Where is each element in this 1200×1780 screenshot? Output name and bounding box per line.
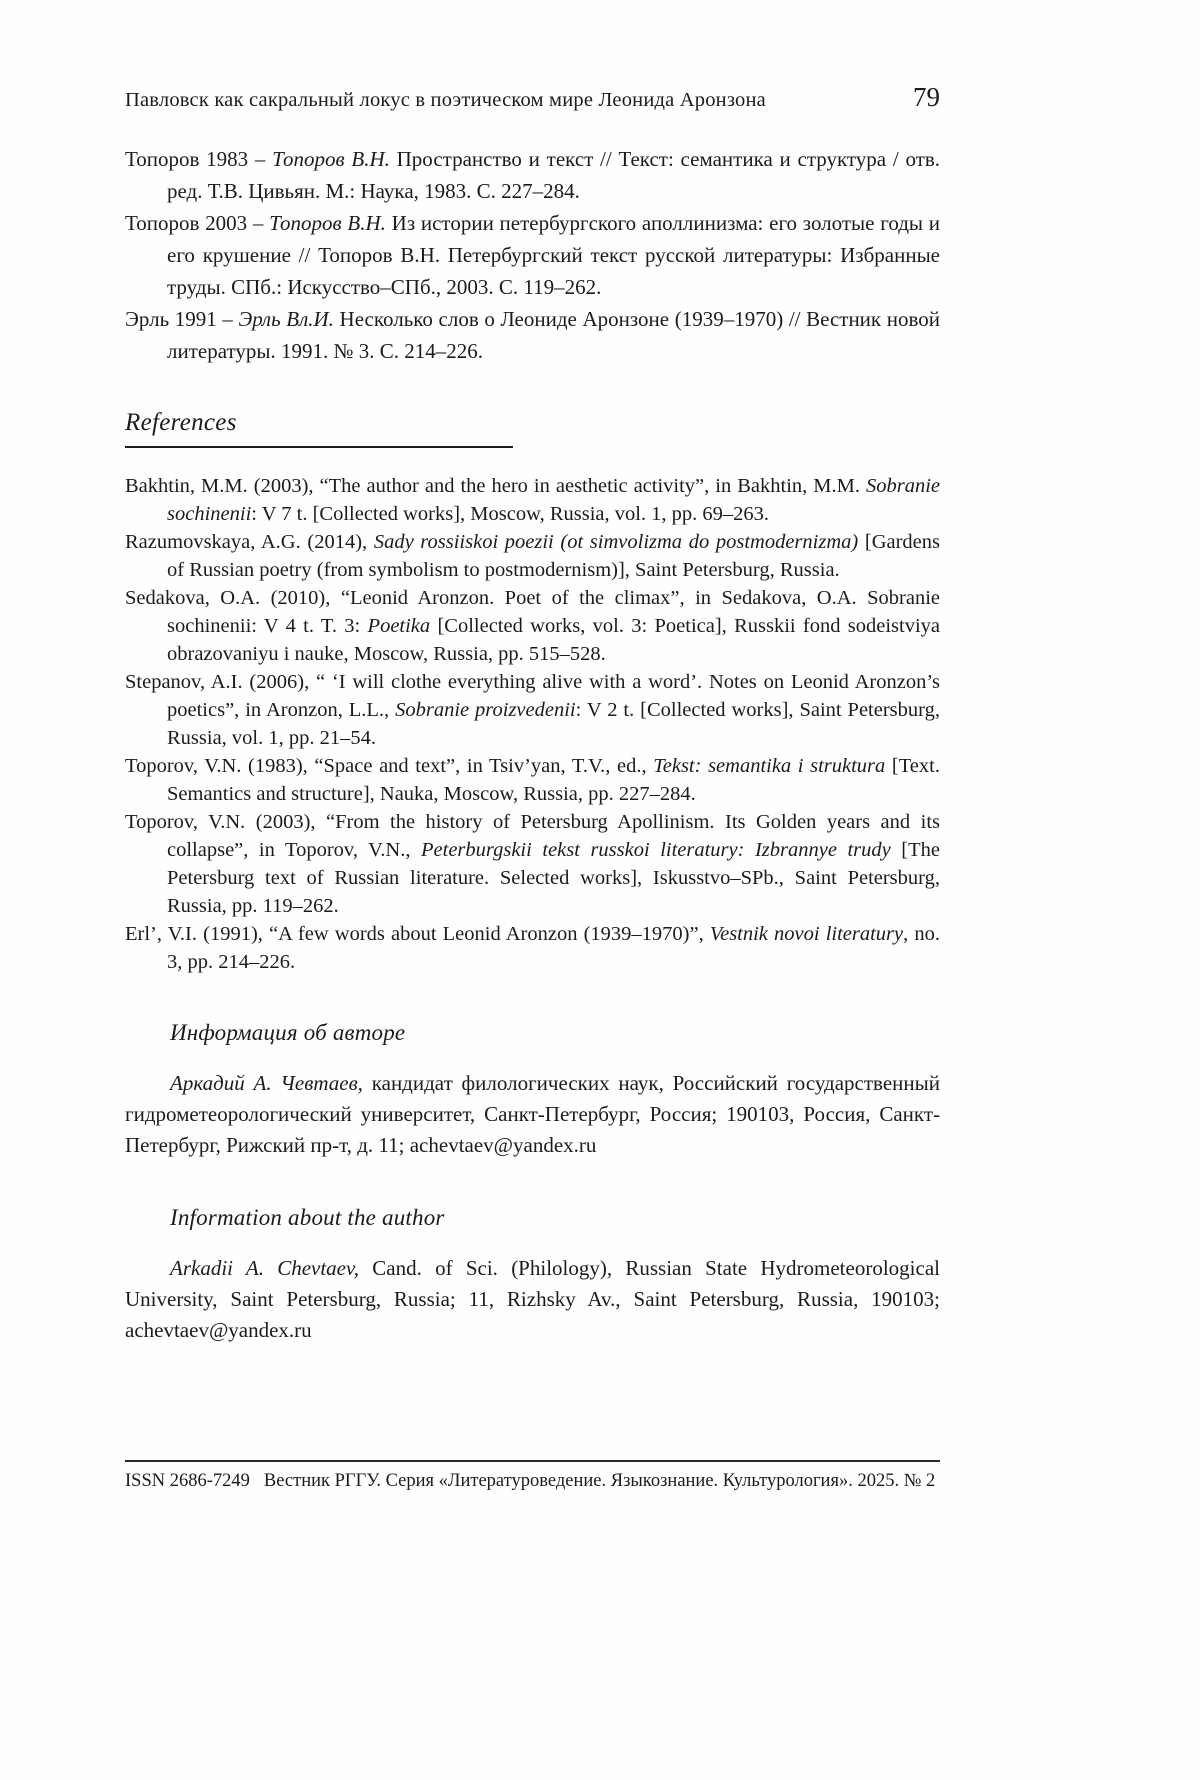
bibliography-entry bbox=[125, 808, 940, 920]
text-segment: Erl’, V.I. (1991), “A few words about Leonid Aronzon (1939–1970)”, bbox=[125, 923, 710, 945]
text-segment: Пространство и текст // Текст: семантика и структура / отв. ред. Т.В. Цивьян. М.: Наука, 1983. С. 227–284. bbox=[167, 147, 941, 203]
bibliography-entry bbox=[125, 584, 940, 668]
italic-text-segment: Sobranie sochinenii bbox=[167, 475, 940, 525]
italic-text-segment: Топоров В.Н. bbox=[269, 211, 386, 235]
italic-text-segment: Sady rossiiskoi poezii (ot simvolizma do postmodernizma) bbox=[373, 531, 859, 553]
references-heading: References bbox=[125, 409, 237, 436]
bibliography-entry bbox=[125, 752, 940, 808]
footer-journal-line: Вестник РГГУ. Серия «Литературоведение. Языкознание. Культурология». 2025. № 2 bbox=[263, 1470, 936, 1491]
page-number: 79 bbox=[913, 82, 940, 112]
italic-text-segment: Arkadii A. Chevtaev, bbox=[170, 1256, 360, 1280]
text-segment: Cand. of Sci. (Philology), Russian State Hydrometeorological University, Saint Petersburg, Russia; 11, Rizhsky Av., Saint Petersburg, Russia, 190103; achevtaev@yandex.ru bbox=[125, 1256, 940, 1342]
references-heading-rule bbox=[125, 446, 513, 448]
bibliography-entry bbox=[125, 920, 940, 976]
footer-issn: ISSN 2686-7249 bbox=[125, 1470, 250, 1491]
italic-text-segment: Poetika bbox=[367, 615, 431, 637]
references-list bbox=[125, 472, 940, 976]
text-segment: Несколько слов о Леониде Аронзоне (1939–1970) // Вестник новой литературы. 1991. № 3. С. 214–226. bbox=[167, 307, 940, 363]
italic-text-segment: Sobranie proizvedenii bbox=[395, 699, 576, 721]
bibliography-entry bbox=[125, 207, 940, 303]
italic-text-segment: Vestnik novoi literatury bbox=[709, 923, 904, 945]
italic-text-segment: Tekst: semantika i struktura bbox=[653, 755, 886, 777]
text-segment: Bakhtin, M.M. (2003), “The author and the hero in aesthetic activity”, in Bakhtin, M.M. bbox=[125, 475, 866, 497]
running-title: Павловск как сакральный локус в поэтическом мире Леонида Аронзона bbox=[125, 89, 766, 111]
italic-text-segment: Аркадий А. Чевтаев, bbox=[170, 1071, 363, 1095]
text-segment: [Gardens of Russian poetry (from symbolism to postmodernism)], Saint Petersburg, Russia. bbox=[167, 531, 940, 581]
text-segment: Эрль 1991 – bbox=[125, 307, 239, 331]
text-segment: Toporov, V.N. (1983), “Space and text”, in Tsiv’yan, T.V., ed., bbox=[125, 755, 654, 777]
text-segment: Из истории петербургского аполлинизма: его золотые годы и его крушение // Топоров В.Н. Петербургский текст русской литературы: Избранные труды. СПб.: Искусство–СПб., 2003. С. 119–262. bbox=[167, 211, 940, 299]
text-segment: : V 7 t. [Collected works], Moscow, Russia, vol. 1, pp. 69–263. bbox=[251, 503, 770, 525]
text-segment: Sedakova, O.A. (2010), “Leonid Aronzon. Poet of the climax”, in Sedakova, O.A. Sobranie sochinenii: V 4 t. T. 3: bbox=[125, 587, 940, 637]
text-segment: [The Petersburg text of Russian literature. Selected works], Iskusstvo–SPb., Saint Petersburg, Russia, pp. 119–262. bbox=[167, 839, 940, 917]
text-segment: : V 2 t. [Collected works], Saint Petersburg, Russia, vol. 1, pp. 21–54. bbox=[167, 699, 940, 749]
author-info-paragraph-ru bbox=[125, 1068, 940, 1161]
author-info-paragraph-en bbox=[125, 1253, 940, 1346]
italic-text-segment: Топоров В.Н. bbox=[272, 147, 390, 171]
bibliography-entry bbox=[125, 528, 940, 584]
text-segment: Toporov, V.N. (2003), “From the history of Petersburg Apollinism. Its Golden years and its collapse”, in Toporov, V.N., bbox=[125, 811, 940, 861]
bibliography-entry bbox=[125, 472, 940, 528]
bibliography-entry bbox=[125, 668, 940, 752]
bibliography-entry bbox=[125, 303, 940, 367]
text-segment: , no. 3, pp. 214–226. bbox=[167, 923, 941, 973]
page-footer bbox=[125, 1460, 940, 1492]
text-segment: Топоров 1983 – bbox=[125, 147, 273, 171]
running-head bbox=[125, 82, 940, 113]
text-segment: кандидат филологических наук, Российский государственный гидрометеорологический университет, Санкт-Петербург, Россия; 190103, Россия, Санкт-Петербург, Рижский пр-т, д. 11; achevtaev@yandex.ru bbox=[125, 1071, 940, 1157]
text-segment: Stepanov, A.I. (2006), “ ‘I will clothe everything alive with a word’. Notes on Leonid Aronzon’s poetics”, in Aronzon, L.L., bbox=[125, 671, 940, 721]
text-segment: [Collected works, vol. 3: Poetica], Russkii fond sodeistviya obrazovaniyu i nauke, Moscow, Russia, pp. 515–528. bbox=[167, 615, 941, 665]
footer-text bbox=[125, 1471, 940, 1492]
bibliography-entry bbox=[125, 143, 940, 207]
text-segment: Топоров 2003 – bbox=[125, 211, 270, 235]
footer-rule bbox=[125, 1460, 940, 1462]
italic-text-segment: Эрль Вл.И. bbox=[238, 307, 334, 331]
russian-bibliography-list bbox=[125, 143, 940, 367]
author-info-heading-en: Information about the author bbox=[170, 1205, 445, 1230]
text-segment: [Text. Semantics and structure], Nauka, Moscow, Russia, pp. 227–284. bbox=[167, 755, 940, 805]
author-info-heading-ru: Информация об авторе bbox=[170, 1020, 406, 1045]
text-segment: Razumovskaya, A.G. (2014), bbox=[125, 531, 374, 553]
italic-text-segment: Peterburgskii tekst russkoi literatury: Izbrannye trudy bbox=[421, 839, 891, 861]
